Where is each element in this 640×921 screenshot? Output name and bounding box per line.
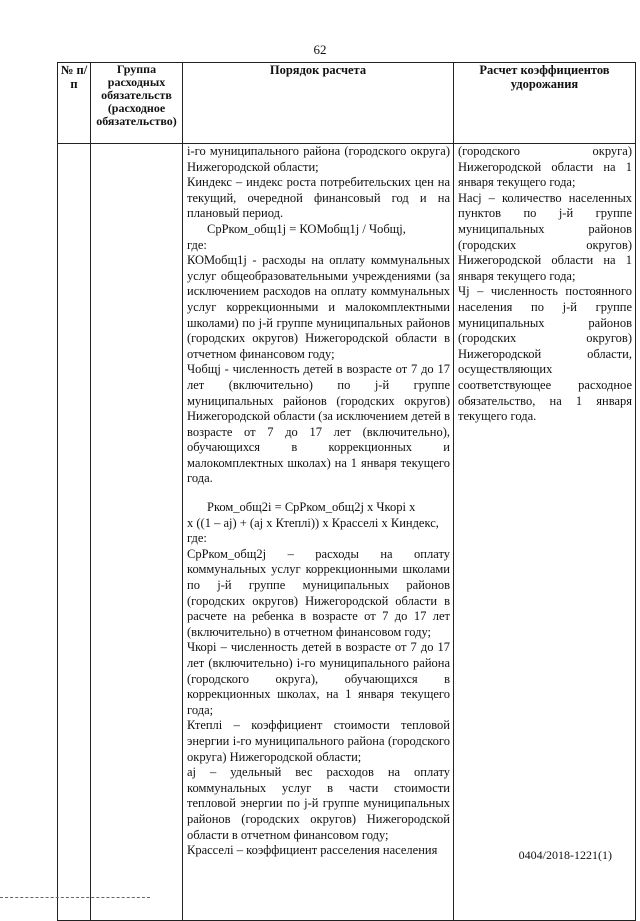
procedure-paragraph: Чкорi – численность детей в возрасте от 7 до 17 лет (включительно) i-го муниципального района (городского округа), обучающихся в коррекционных школах, на 1 января текущего года; [187,640,450,717]
procedure-paragraph: где: [187,531,207,546]
page-number: 62 [313,42,327,57]
coefficient-paragraph: Насj – количество населенных пунктов по j-й группе муниципальных районов (городских округов) Нижегородской области на 1 января текущего года; [458,190,632,283]
calculation-table [57,62,636,921]
document-code: 0404/2018-1221(1) [518,848,612,862]
procedure-paragraph: Красселi – коэффициент расселения населения [187,843,438,858]
header-calculation-procedure: Порядок расчета [183,63,454,144]
procedure-paragraph: aj – удельный вес расходов на оплату коммунальных услуг в части стоимости тепловой энергии по j-й группе муниципальных районов (городских округов) Нижегородской области в отчетном финансовом году; [187,765,450,842]
formula: СрРком_общ1j = КОМобщ1j / Чобщj, [207,221,406,236]
procedure-paragraph: КОМобщ1j - расходы на оплату коммунальных услуг общеобразовательными учреждениями (за исключением расходов на оплату коммунальных услуг коррекционными и малокомплектными школами) по j-й группе муниципальных районов (городских округов) Нижегородской области в отчетном финансовом году; [187,253,450,361]
footer-divider [0,897,150,898]
coefficient-paragraph: Чj – численность постоянного населения по j-й группе муниципальных районов (городских округов) Нижегородской области, осуществляющих соответствующее расходное обязательство, на 1 января текущего года. [458,284,632,424]
header-obligation-group: Группа расходных обязательств (расходное обязательство) [91,63,183,144]
cell-obligation-group [91,144,183,921]
table-row [58,144,636,921]
cell-cost-coefficients [454,144,636,921]
cell-number [58,144,91,921]
formula: x ((1 – aj) + (aj x Ктеплi)) x Красселi x Киндекс, [187,515,439,530]
header-number: № п/п [58,63,91,144]
header-cost-coefficients: Расчет коэффициентов удорожания [454,63,636,144]
procedure-paragraph: i-го муниципального района (городского округа) Нижегородской области; [187,144,450,174]
coefficient-paragraph: (городского округа) Нижегородской области на 1 января текущего года; [458,144,632,190]
procedure-paragraph: Ктеплi – коэффициент стоимости тепловой энергии i-го муниципального района (городского округа) Нижегородской области; [187,718,450,764]
cell-calculation-procedure [183,144,454,921]
procedure-paragraph: Чобщj - численность детей в возрасте от 7 до 17 лет (включительно) по j-й группе муниципальных районов (городских округов) Нижегородской области (за исключением детей в возрасте от 7 до 17 лет (включительно), обучающихся в коррекционных и малокомплектных школах) на 1 января текущего года. [187,362,450,486]
table-header-row [58,63,636,144]
procedure-paragraph: Киндекс – индекс роста потребительских цен на текущий, очередной финансовый год и на плановый период. [187,175,450,221]
formula: Рком_общ2i = СрРком_общ2j x Чкорi x [207,500,416,515]
procedure-paragraph: где: [187,237,207,252]
procedure-paragraph: СрРком_общ2j – расходы на оплату коммунальных услуг коррекционными школами по j-й группе муниципальных районов (городских округов) Нижегородской области в расчете на ребенка в возрасте от 7 до 17 лет (включительно) в отчетном финансовом году; [187,546,450,639]
